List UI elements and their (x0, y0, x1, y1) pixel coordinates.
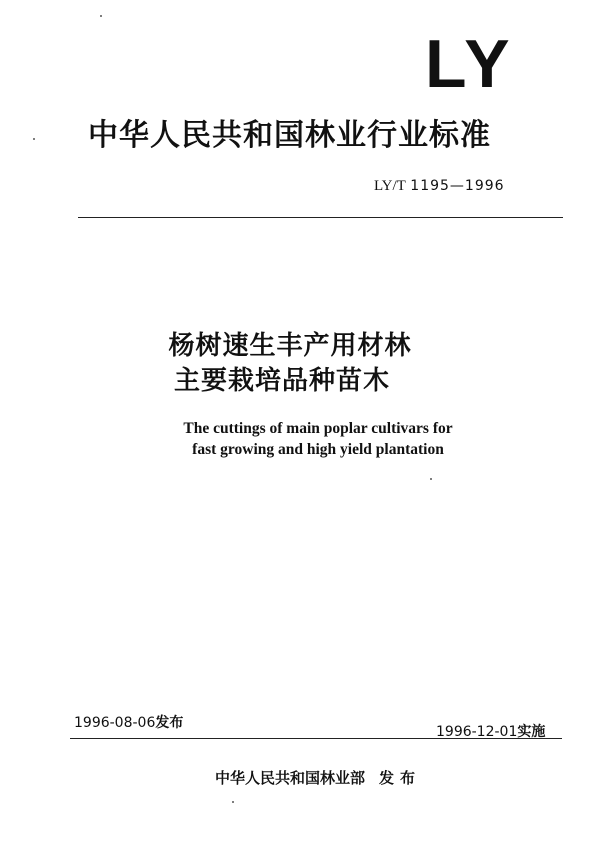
title-chinese-line-2: 主要栽培品种苗木 (173, 366, 390, 396)
standard-number (374, 177, 505, 195)
top-divider (78, 217, 563, 218)
scan-speck (232, 801, 234, 803)
publisher (215, 767, 421, 788)
title-english-line-2: fast growing and high yield plantation (192, 441, 444, 458)
scan-speck (430, 478, 432, 480)
title-chinese-line-1: 杨树速生丰产用材林 (168, 331, 412, 361)
bottom-divider (70, 738, 562, 739)
issue-date (74, 712, 183, 732)
implementation-date-suffix: 实施 (517, 724, 546, 740)
standard-heading: 中华人民共和国林业行业标准 (88, 118, 491, 153)
issue-date-value: 1996-08-06 (74, 715, 156, 731)
publisher-verb: 发布 (379, 769, 422, 787)
scan-speck (100, 15, 102, 17)
issue-date-suffix: 发布 (155, 715, 184, 731)
title-english-line-1: The cuttings of main poplar cultivars for (183, 420, 453, 437)
scan-speck (33, 138, 35, 140)
standard-number-prefix: LY/T (374, 178, 406, 194)
publisher-name: 中华人民共和国林业部 (215, 769, 366, 787)
standard-number-value: 1195—1996 (410, 178, 505, 194)
implementation-date-value: 1996-12-01 (436, 724, 518, 740)
standard-category-code: LY (425, 26, 514, 102)
